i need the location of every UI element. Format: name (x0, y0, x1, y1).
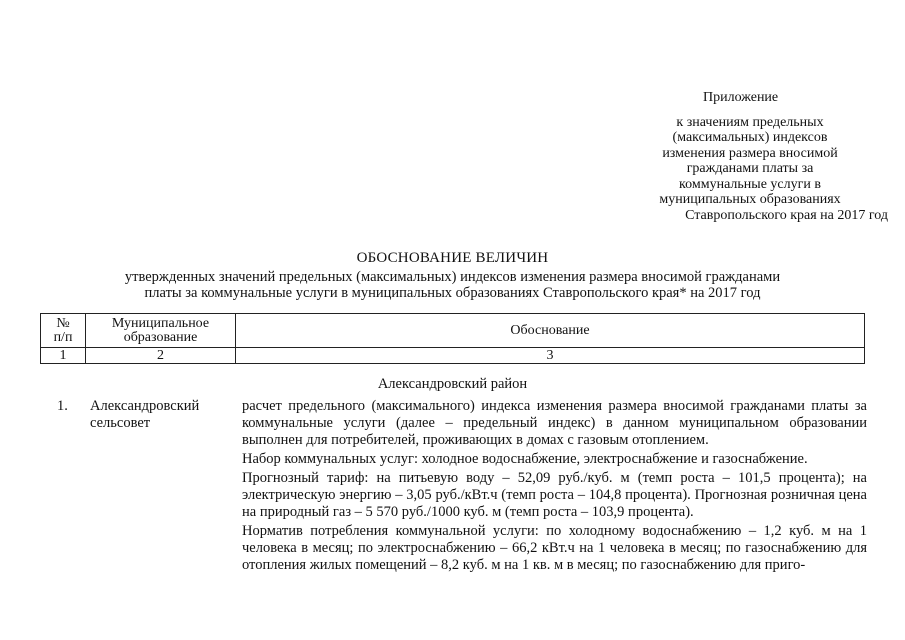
column-number-2: 2 (86, 348, 236, 364)
region-heading: Александровский район (377, 376, 528, 392)
document-title: ОБОСНОВАНИЕ ВЕЛИЧИН (356, 250, 549, 266)
justification-paragraph: Прогнозный тариф: на питьевую воду – 52,09 руб./куб. м (темп роста – 101,5 процента); на электрическую энергию – 3,05 руб./кВт.ч (темп роста – 104,8 процента). Прогнозная розничная цена на природный газ – 5 570 руб./1000 куб. м (темп роста – 103,9 процента). (242, 470, 867, 520)
appendix-block (560, 90, 905, 223)
appendix-line: коммунальные услуги в (679, 176, 821, 192)
subtitle-line-1: утвержденных значений предельных (максимальных) индексов изменения размера вносимой гражданами (124, 269, 781, 285)
row-number: 1. (57, 398, 68, 414)
appendix-line: муниципальных образованиях (659, 192, 841, 207)
appendix-line: (максимальных) индексов (672, 130, 828, 145)
appendix-line: гражданами платы за (686, 161, 814, 176)
header-municipality: Муниципальное образование (86, 314, 236, 348)
appendix-line: Ставропольского края на 2017 год (685, 207, 888, 223)
document-subtitle (90, 270, 815, 301)
subtitle-line-2: платы за коммунальные услуги в муниципальных образованиях Ставропольского края* на 2017 год (144, 284, 761, 301)
column-number-3: 3 (236, 348, 865, 364)
municipality-name: Александровский сельсовет (90, 398, 200, 431)
header-justification: Обоснование (236, 314, 865, 348)
justification-paragraph: Набор коммунальных услуг: холодное водоснабжение, электроснабжение и газоснабжение. (242, 451, 808, 467)
appendix-line: к значениям предельных (676, 114, 824, 130)
justification-paragraph: расчет предельного (максимального) индекса изменения размера вносимой гражданами платы за коммунальные услуги (далее – предельный индекс) в данном муниципальном образовании выполнен для потребителей, проживающих в домах с газовым отоплением. (242, 398, 867, 448)
appendix-line: изменения размера вносимой (662, 145, 838, 161)
appendix-heading: Приложение (703, 90, 779, 105)
justification-table (40, 313, 865, 364)
column-number-1: 1 (41, 348, 86, 364)
justification-paragraph: Норматив потребления коммунальной услуги: по холодному водоснабжению – 1,2 куб. м на 1 человека в месяц; по электроснабжению – 66,2 кВт.ч на 1 человека в месяц; по газоснабжению для отопления жилых помещений – 8,2 куб. м на 1 кв. м в месяц; по газоснабжению для приго- (242, 523, 867, 573)
justification-text (242, 398, 867, 576)
header-number: № п/п (41, 314, 86, 348)
